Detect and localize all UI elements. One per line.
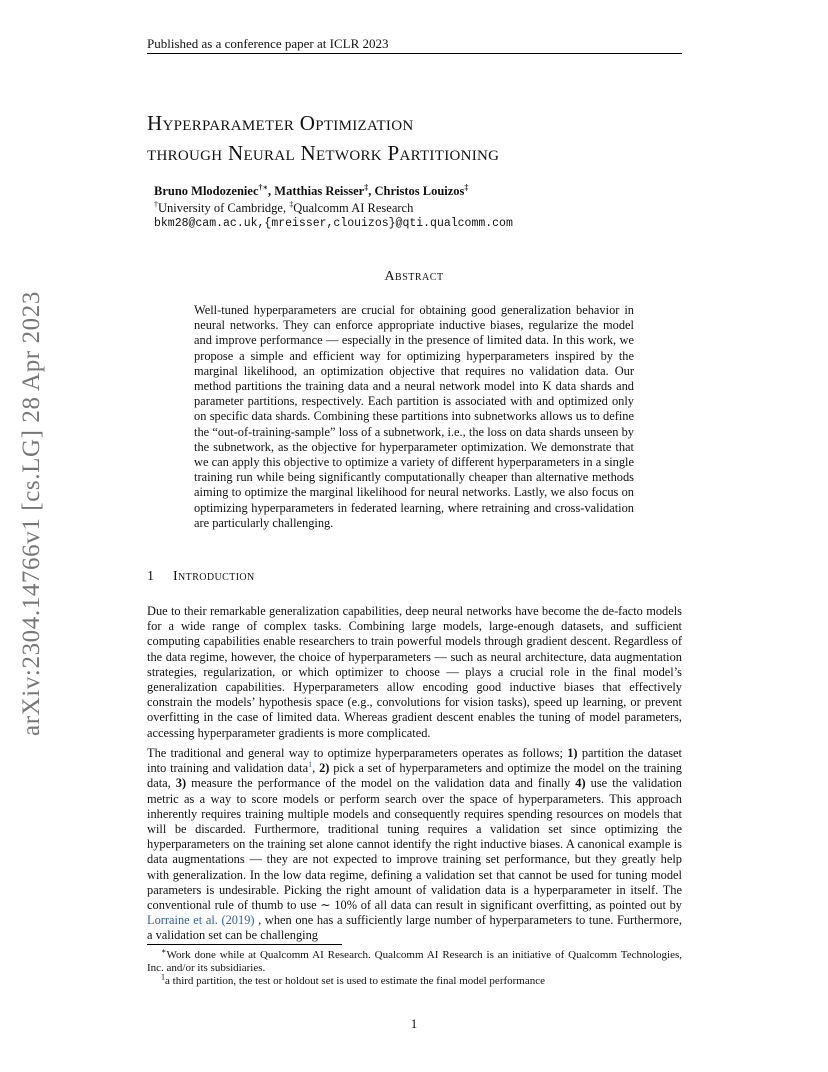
author-separator: , bbox=[268, 184, 275, 198]
affil-mark: ‡ bbox=[289, 199, 294, 209]
footnote-ref-1[interactable]: 1 bbox=[308, 760, 313, 770]
footnote-1 bbox=[147, 972, 682, 988]
author-affil-mark: †∗ bbox=[258, 182, 269, 192]
page-number: 1 bbox=[410, 1016, 418, 1031]
text-run: pick a set of hyperparameters and optimize the model on the training data, bbox=[147, 761, 682, 791]
author-name: Christos Louizos bbox=[374, 184, 465, 198]
intro-paragraph-2 bbox=[147, 746, 682, 944]
text-run: partition the dataset into training and validation data bbox=[147, 746, 682, 776]
footnotes bbox=[147, 946, 682, 988]
section-heading-introduction bbox=[147, 569, 255, 585]
author-emails: bkm28@cam.ac.uk,{mreisser,clouizos}@qti.qualcomm.com bbox=[154, 217, 513, 230]
author-name: Bruno Mlodozeniec bbox=[154, 184, 259, 198]
step-marker: 2) bbox=[319, 761, 330, 776]
footnote-star bbox=[147, 946, 682, 975]
affiliations bbox=[154, 200, 513, 217]
section-number: 1 bbox=[147, 569, 155, 584]
title-line-1: Hyperparameter Optimization bbox=[147, 111, 414, 135]
author-name: Matthias Reisser bbox=[274, 184, 365, 198]
step-marker: 1) bbox=[567, 746, 578, 760]
author-separator: , bbox=[368, 184, 375, 198]
paper-title bbox=[147, 108, 499, 168]
author-block bbox=[154, 183, 513, 233]
running-header: Published as a conference paper at ICLR 2023 bbox=[147, 36, 389, 51]
step-marker: 4) bbox=[575, 776, 586, 791]
author-affil-mark: ‡ bbox=[364, 182, 369, 192]
footnote-text: Work done while at Qualcomm AI Research. Qualcomm AI Research is an initiative of Qualcomm Technologies, Inc. and/or its subsidiaries. bbox=[147, 949, 682, 974]
intro-paragraph-1: Due to their remarkable generalization capabilities, deep neural networks have become the de-facto models for a wide range of complex tasks. Combining large models, large-enough datasets, and sufficient computing capabilities enable researchers to train powerful models through gradient descent. Regardless of the data regime, however, the choice of hyperparameters — such as neural architecture, data augmentation strategies, regularization, or which optimizer to choose — plays a crucial role in the final model’s generalization capabilities. Hyperparameters allow encoding good inductive biases that effectively constrain the models’ hypothesis space (e.g., convolutions for vision tasks), speed up learning, or prevent overfitting in the case of limited data. Whereas gradient descent enables the tuning of model parameters, accessing hyperparameter gradients is more complicated. bbox=[147, 604, 682, 740]
step-marker: 3) bbox=[175, 776, 187, 791]
section-title: Introduction bbox=[173, 569, 255, 584]
affiliation-cambridge: University of Cambridge, bbox=[158, 200, 290, 215]
text-run: The traditional and general way to optimize hyperparameters operates as follows; bbox=[147, 746, 568, 760]
text-run: use the validation metric as a way to score models or perform search over the space of hyperparameters. This approach inherently requires training multiple models and consequently requires spending resources on models that will be discarded. Furthermore, traditional tuning requires a validation set since optimizing the hyperparameters on the training set alone cannot identify the right inductive biases. A canonical example is data augmentations — they are not expected to improve training set performance, but they greatly help with generalization. In the low data regime, defining a validation set that cannot be used for tuning model parameters is undesirable. Picking the right amount of validation data is a hyperparameter in itself. The conventional rule of thumb to use ∼ 10% of all data can result in significant overfitting, as pointed out by bbox=[147, 776, 682, 913]
affiliation-qualcomm: Qualcomm AI Research bbox=[293, 200, 414, 215]
footnote-rule bbox=[147, 944, 342, 945]
text-run: , bbox=[312, 761, 320, 776]
author-names bbox=[154, 183, 513, 200]
arxiv-side-stamp: arXiv:2304.14766v1 [cs.LG] 28 Apr 2023 bbox=[18, 291, 45, 736]
header-rule bbox=[147, 53, 682, 54]
citation-link[interactable]: Lorraine et al. (2019) bbox=[147, 913, 255, 928]
footnote-mark: 1 bbox=[161, 972, 165, 982]
footnote-text: a third partition, the test or holdout set is used to estimate the final model performance bbox=[165, 975, 546, 987]
abstract-text: Well-tuned hyperparameters are crucial for obtaining good generalization behavior in neural networks. They can enforce appropriate inductive biases, regularize the model and improve performance — especially in the presence of limited data. In this work, we propose a simple and efficient way for optimizing hyperparameters inspired by the marginal likelihood, an optimization objective that requires no validation data. Our method partitions the training data and a neural network model into K data shards and parameter partitions, respectively. Each partition is associated with and optimized only on specific data shards. Combining these partitions into subnetworks allows us to define the “out-of-training-sample” loss of a subnetwork, i.e., the loss on data shards unseen by the subnetwork, as the objective for hyperparameter optimization. We demonstrate that we can apply this objective to optimize a variety of different hyperparameters in a single training run while being significantly computationally cheaper than alternative methods aiming to optimize the marginal likelihood for neural networks. Lastly, we also focus on optimizing hyperparameters in federated learning, where retraining and cross-validation are particularly challenging. bbox=[194, 303, 634, 530]
text-run: measure the performance of the model on the validation data and finally bbox=[186, 776, 576, 791]
title-line-2: through Neural Network Partitioning bbox=[147, 141, 500, 165]
author-affil-mark: ‡ bbox=[464, 182, 469, 192]
text-run: , when one has a sufficiently large number of hyperparameters to tune. Furthermore, a validation set can be challenging bbox=[147, 913, 682, 943]
abstract-heading: Abstract bbox=[384, 269, 444, 284]
footnote-mark: ∗ bbox=[161, 946, 167, 956]
affil-mark: † bbox=[154, 199, 158, 209]
